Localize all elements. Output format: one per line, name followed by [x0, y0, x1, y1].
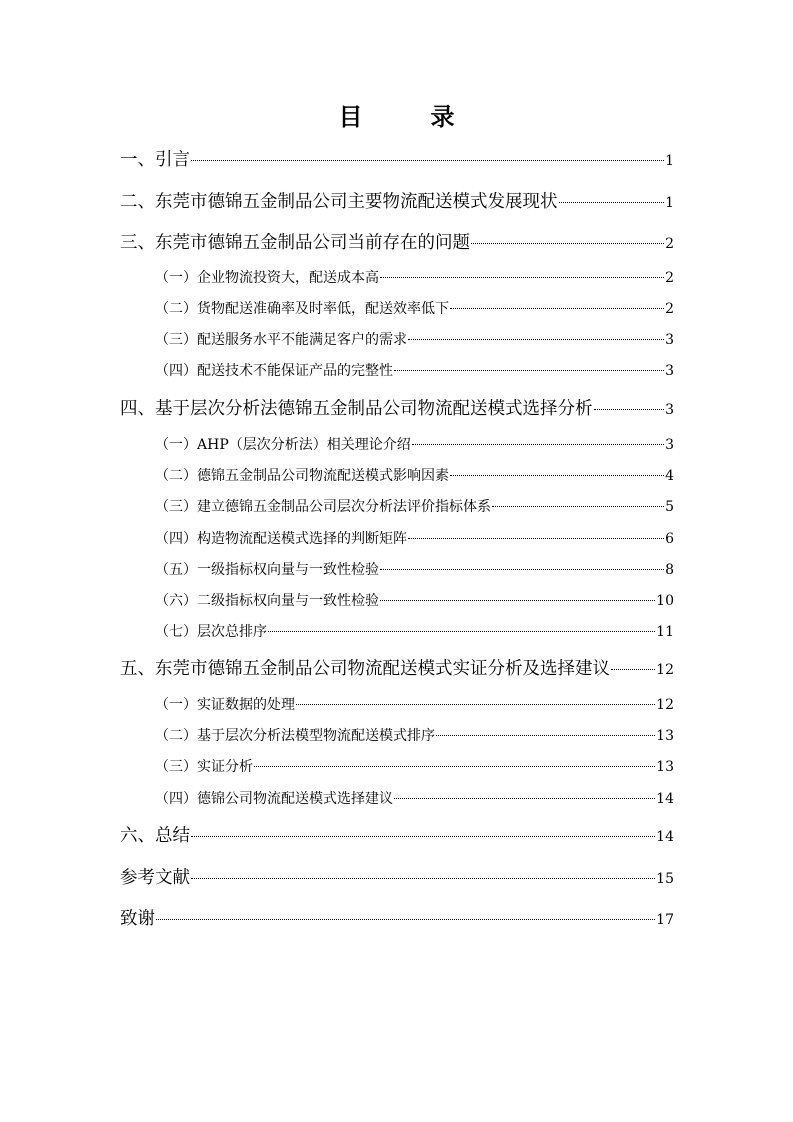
toc-entry[interactable] [155, 622, 674, 642]
toc-page-number: 12 [656, 662, 674, 678]
toc-entry[interactable] [120, 866, 674, 890]
toc-entry[interactable] [155, 560, 674, 580]
toc-entry[interactable] [155, 789, 674, 809]
toc-entry-title: 四、基于层次分析法德锦五金制品公司物流配送模式选择分析 [120, 399, 593, 419]
dot-leader [450, 475, 664, 476]
dot-leader [191, 878, 655, 879]
toc-page-number: 17 [656, 912, 674, 928]
toc-entry-title: 五、东莞市德锦五金制品公司物流配送模式实证分析及选择建议 [120, 659, 610, 679]
dot-leader [408, 538, 664, 539]
toc-entry[interactable] [155, 435, 674, 455]
dot-leader [191, 836, 655, 837]
toc-entry[interactable] [120, 907, 674, 931]
dot-leader [191, 160, 664, 161]
dot-leader [492, 506, 664, 507]
toc-entry-title: （六）二级指标权向量与一致性检验 [155, 593, 379, 609]
toc-entry[interactable] [120, 148, 674, 172]
toc-entry-title: （一）实证数据的处理 [155, 697, 295, 713]
toc-page-number: 3 [665, 332, 674, 348]
dot-leader [611, 669, 655, 670]
toc-entry[interactable] [120, 824, 674, 848]
toc-entry-title: （四）配送技术不能保证产品的完整性 [155, 363, 393, 379]
toc-entry[interactable] [155, 757, 674, 777]
toc-page-number: 1 [665, 153, 674, 169]
toc-entry[interactable] [155, 591, 674, 611]
toc-page-number: 2 [665, 236, 674, 252]
dot-leader [394, 798, 655, 799]
toc-page-number: 13 [656, 728, 674, 744]
toc-page-number: 10 [656, 593, 674, 609]
toc-page-number: 3 [665, 437, 674, 453]
dot-leader [394, 370, 664, 371]
toc-entry-title: （四）德锦公司物流配送模式选择建议 [155, 791, 393, 807]
toc-page-number: 2 [665, 301, 674, 317]
toc-entry[interactable] [120, 397, 674, 421]
toc-entry-title: （三）建立德锦五金制品公司层次分析法评价指标体系 [155, 499, 491, 515]
toc-entry-title: （七）层次总排序 [155, 624, 267, 640]
toc-entry-title: （三）实证分析 [155, 759, 253, 775]
toc-entry[interactable] [155, 529, 674, 549]
toc-entry-title: 二、东莞市德锦五金制品公司主要物流配送模式发展现状 [120, 192, 558, 212]
toc-page-number: 14 [656, 791, 674, 807]
dot-leader [296, 704, 655, 705]
dot-leader [254, 766, 655, 767]
toc-page-number: 15 [656, 871, 674, 887]
toc-page-number: 12 [656, 697, 674, 713]
dot-leader [412, 444, 664, 445]
dot-leader [380, 277, 664, 278]
toc-page-number: 1 [665, 195, 674, 211]
toc-entry[interactable] [120, 231, 674, 255]
dot-leader [436, 735, 655, 736]
toc-entry-title: 三、东莞市德锦五金制品公司当前存在的问题 [120, 233, 470, 253]
toc-entry-title: （二）货物配送准确率及时率低，配送效率低下 [155, 301, 449, 317]
toc-entry[interactable] [155, 466, 674, 486]
toc-page-number: 2 [665, 270, 674, 286]
toc-entry-title: （四）构造物流配送模式选择的判断矩阵 [155, 531, 407, 547]
toc-entry-title: （五）一级指标权向量与一致性检验 [155, 562, 379, 578]
toc-page-number: 11 [656, 624, 674, 640]
toc-page-number: 4 [665, 468, 674, 484]
toc-entry[interactable] [155, 330, 674, 350]
toc-entry-title: 六、总结 [120, 826, 190, 846]
toc-entry[interactable] [155, 361, 674, 381]
toc-entry-title: （一）AHP（层次分析法）相关理论介绍 [155, 437, 411, 453]
toc-entry-title: 参考文献 [120, 868, 190, 888]
toc-entry-title: 一、引言 [120, 150, 190, 170]
toc-page-number: 3 [665, 363, 674, 379]
toc-page-number: 14 [656, 829, 674, 845]
dot-leader [380, 569, 664, 570]
toc-entry-title: 致谢 [120, 909, 155, 929]
toc-page-number: 6 [665, 531, 674, 547]
toc-entry[interactable] [155, 299, 674, 319]
toc-entry-title: （二）德锦五金制品公司物流配送模式影响因素 [155, 468, 449, 484]
toc-entry[interactable] [155, 497, 674, 517]
toc-title: 目 录 [338, 102, 477, 131]
toc-page-number: 8 [665, 562, 674, 578]
toc-entry-title: （三）配送服务水平不能满足客户的需求 [155, 332, 407, 348]
dot-leader [471, 243, 664, 244]
toc-entry[interactable] [155, 695, 674, 715]
dot-leader [559, 202, 665, 203]
dot-leader [408, 339, 664, 340]
toc-entry[interactable] [155, 726, 674, 746]
dot-leader [380, 600, 655, 601]
toc-entry-title: （二）基于层次分析法模型物流配送模式排序 [155, 728, 435, 744]
toc-entry-title: （一）企业物流投资大，配送成本高 [155, 270, 379, 286]
toc-page-number: 13 [656, 759, 674, 775]
dot-leader [156, 919, 655, 920]
toc-page-number: 3 [665, 402, 674, 418]
toc-entry[interactable] [155, 268, 674, 288]
toc-entry[interactable] [120, 190, 674, 214]
toc-entry[interactable] [120, 657, 674, 681]
toc-page-number: 5 [665, 499, 674, 515]
dot-leader [594, 409, 665, 410]
dot-leader [268, 631, 655, 632]
dot-leader [450, 308, 664, 309]
